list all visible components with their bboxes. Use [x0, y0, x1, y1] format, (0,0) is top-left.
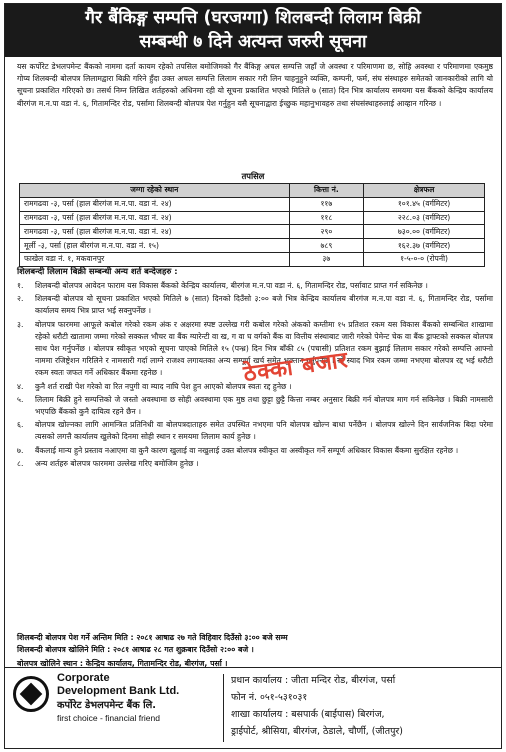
notice-footer [5, 667, 501, 748]
term-text: लिलाम बिक्री हुने सम्पत्तिको जे जस्तो अवस्थामा छ सोही अवस्थामा एक मुष्ठ तथा छुट्टा छुट्टै कित्ता नम्बर अनुसार बिक्री गर्न बोलपत्र माग गर्न सकिनेछ । बिक्री नामसारी भएपछि बैंकको कुनै दायित्व रहने छैन । [35, 394, 493, 417]
intro-paragraph: यस कर्पोरेट डेभलपमेन्ट बैंकको नाममा दर्ता कायम रहेको तपसिल बमोजिमको गैर बैंकिङ्ग अचल सम्पत्ति जहाँ जे अवस्था र परिमाणमा छ, सोहि अवस्था र परिमाणमा एकमुष्ठ गोप्य शिलबन्दी बोलपत्र लिलामद्वारा बिक्री गरिने हुँदा उक्त अचल सम्पत्ति लिलाम सकार गरी लिन चाहनुहुने व्यक्ति, कम्पनी, फर्म, संघ संस्थाहरु समेतको जानकारीको लागि यो सूचना प्रकाशित गरिएको छ। तसर्थ निम्न लिखित शर्तहरुको अधिनमा रही यो सूचना प्रकाशित भएको मितिले ७ (सात) दिन भित्र कार्यालय समयमा यस बैंकको केन्द्रिय कार्यालय बीरगंज म.न.पा वडा नं. ६, गितामन्दिर रोड, पर्सामा शिलबन्दी बोलपत्र पेश गर्नुहुन यसै सूचनाद्वारा ईच्छुक महानुभावहरु तथा संघसंस्थाहरुलाई आव्हान गरिन्छ । [17, 62, 493, 108]
term-text: शिलबन्दी बोलपत्र आवेदन फाराम यस विकास बैंकको केन्द्रिय कार्यालय, बीरगंज म.न.पा वडा नं. ६, गितामन्दिर रोड, पर्सावाट प्राप्त गर्न सकिनेछ । [35, 281, 428, 290]
term-number: ६. [17, 420, 24, 430]
notice-header [5, 4, 501, 57]
property-table [19, 183, 485, 267]
bank-name-line1: Corporate [57, 672, 110, 684]
branch-office: शाखा कार्यालय : बसपार्क (बाईपास) बिरगंज, [231, 709, 385, 720]
table-row [20, 197, 485, 211]
cell-kitta: ११७ [289, 197, 363, 211]
term-text: बैंकलाई मान्य हुने प्रस्ताव नआएमा वा कुनै कारण खुलाई वा नखुलाई उक्त बोलपत्र स्वीकृत वा अस्वीकृत गर्ने सम्पूर्ण अधिकार विकास बैंकमा सुरक्षित रहनेछ । [35, 445, 459, 455]
cell-kitta: ७८९ [289, 239, 363, 253]
table-row [20, 239, 485, 253]
term-text: शिलबन्दी बोलपत्र यो सूचना प्रकाशित भएको मितिले ७ (सात) दिनको दिउँसो ३:०० बजे भित्र केन्द्रिय कार्यालय बीरगंज म.न.पा वडा नं. ६, गितामन्दिर रोड, पर्सामा कार्यालय समय भित्र प्राप्त भई सक्नुपर्नेछ । [35, 294, 493, 316]
cell-kitta: ११८ [289, 211, 363, 225]
table-row [20, 225, 485, 239]
opening-place: बोलपत्र खोलिने स्थान : केन्द्रिय कार्यालय, गितामन्दिर रोड, बीरगंज, पर्सा । [17, 659, 228, 668]
cell-location: रामगढवा -३, पर्सा (हाल बीरगंज म.न.पा. वडा नं. २४) [20, 197, 290, 211]
notice-subtitle: सम्बन्धी ७ दिने अत्यन्त जरुरी सूचना [139, 32, 367, 52]
col-kitta: कित्ता नं. [289, 184, 363, 198]
cell-kitta: ३७ [289, 252, 363, 266]
term-text: कुनै शर्त राखी पेश गरेको वा रित नपुगी वा म्याद नाघि पेश हुन आएको बोलपत्र स्वतः रद्द हुनेछ । [35, 381, 292, 391]
opening-date: शिलबन्दी बोलपत्र खोलिने मिति : २०८१ आषाढ २८ गत शुक्रबार दिउँसो २:०० बजे । [17, 645, 254, 654]
term-text: अन्य शर्तहरु बोलपत्र फारममा उल्लेख गरिए बमोजिम हुनेछ । [35, 458, 199, 468]
footer-divider [223, 674, 224, 742]
term-text: बोलपत्र फारममा आफूले कबोल गरेको रकम अंक र अक्षरमा स्पष्ट उल्लेख गरी कबोल गरेको अंकको कम्तीमा १५ प्रतिशत रकम यस विकास बैंकको सम्बन्धित शाखामा रहेको धरौटी खातामा जम्मा गरेको सक्कल भौचर वा बैंक ग्यारेन्टी वा ख, ग वा घ वर्गको बैंक वा वित्तीय संस्थाबाट जारी गरेको पेमेन्ट चेक वा बैंक ड्राफ्टको सक्कल बोलपत्र साथ पेश गर्नुपर्नेछ । बोलपत्र स्वीकृत भएको सूचना पाएको मितिले १५ (पन्ध्र) दिन भित्र बाँकी ८५ (पचासी) प्रतिशत रकम बुझाई लिलाम सकार गरेको सम्पत्ति आफ्नो नाममा रजिष्ट्रेशन गरिलिने र नामसारी गर्दा लाग्ने राजश्व लगायतका अन्य सम्पूर्ण खर्च समेत भुक्तान गर्नुपर्नेछ । सो स्याद भित्र रकम जम्मा नभएमा बोलपत्र रद्द भई धरौटी रकम स्वतः जफत गर्ने अधिकार बैंकमा रहनेछ । [35, 319, 493, 378]
cell-area: १६२.३७ (वर्गमिटर) [364, 239, 485, 253]
head-office: प्रधान कार्यालय : जीता मन्दिर रोड, बीरगंज, पर्सा [231, 675, 396, 686]
list-item [17, 445, 493, 457]
term-number: ३. [17, 319, 24, 329]
tapasil-heading: तपसिल [241, 171, 265, 181]
table-row [20, 252, 485, 266]
cell-area: ७३०.०० (वर्गमिटर) [364, 225, 485, 239]
bank-name-english [57, 672, 179, 697]
phone-number: फोन नं. ०५१-५३१०३१ [231, 692, 308, 703]
list-item [17, 293, 493, 317]
term-number: २. [17, 294, 24, 304]
term-number: ४. [17, 381, 24, 391]
col-area: क्षेत्रफल [364, 184, 485, 198]
list-item [17, 394, 493, 418]
cell-location: फाखेल वडा नं. १, मकवानपुर [20, 252, 290, 266]
bank-name-line2: Development Bank Ltd. [57, 684, 180, 697]
table-header-row [20, 184, 485, 198]
bank-logo-icon [13, 676, 49, 712]
list-item [17, 419, 493, 443]
term-number: १. [17, 281, 24, 290]
term-number: ८. [17, 458, 24, 468]
bank-address [231, 672, 403, 740]
list-item [17, 280, 493, 292]
cell-area: २२८.०३ (वर्गमिटर) [364, 211, 485, 225]
cell-kitta: २९० [289, 225, 363, 239]
cell-location: रामगढवा -३, पर्सा (हाल बीरगंज म.न.पा. वडा नं. २४) [20, 211, 290, 225]
term-number: ५. [17, 394, 24, 404]
submission-deadline: शिलबन्दी बोलपत्र पेश गर्ने अन्तिम मिति : २०८१ आषाढ २७ गते विहिवार दिउँसो ३:०० बजे सम्म [17, 633, 288, 642]
branch-locations: ड्राईपोर्ट, श्रीसिया, बीरगंज, ठेडाले, चौर्णी, (जीतपुर) [231, 726, 403, 737]
watermark-logo: ठेक्का बजार [241, 347, 351, 388]
col-location: जग्गा रहेको स्थान [20, 184, 290, 198]
cell-area: १०१.४५ (वर्गमिटर) [364, 197, 485, 211]
table-row [20, 211, 485, 225]
notice-title: गैर बैंकिङ्ग सम्पत्ति (घरजग्गा) शिलबन्दी लिलाम बिक्री [85, 8, 421, 28]
notice-page [4, 3, 502, 749]
term-number: ७. [17, 445, 24, 455]
term-text: बोलपत्र खोल्नका लागि आमन्त्रित प्रतिनिधी वा बोलपत्रदाताहरु समेत उपस्थित नभएमा पनि बोलपत्र खोल्न बाधा पर्नेछैन । बोलपत्र खोल्ने दिन सार्वजनिक बिदा परेमा त्यसको लगत्तै कार्यालय खुलेको दिनमा सोही स्थान र समयमा लिलाम कार्य हुनेछ । [35, 420, 493, 442]
cell-location: मूर्ली -३, पर्सा (हाल बीरगंज म.न.पा. वडा नं. १५) [20, 239, 290, 253]
bank-name-nepali: कर्पोरेट डेभलपमेन्ट बैंक लि. [57, 700, 157, 711]
list-item [17, 458, 493, 470]
bank-tagline: first choice - financial friend [57, 713, 160, 723]
terms-heading: शिलबन्दी लिलाम बिक्री सम्बन्धी अन्य शर्त बन्देजहरु : [17, 266, 178, 276]
cell-location: रामगढवा -३, पर्सा (हाल बीरगंज म.न.पा. वडा नं. २४) [20, 225, 290, 239]
cell-area: १-५-०-० (रोपनी) [364, 252, 485, 266]
